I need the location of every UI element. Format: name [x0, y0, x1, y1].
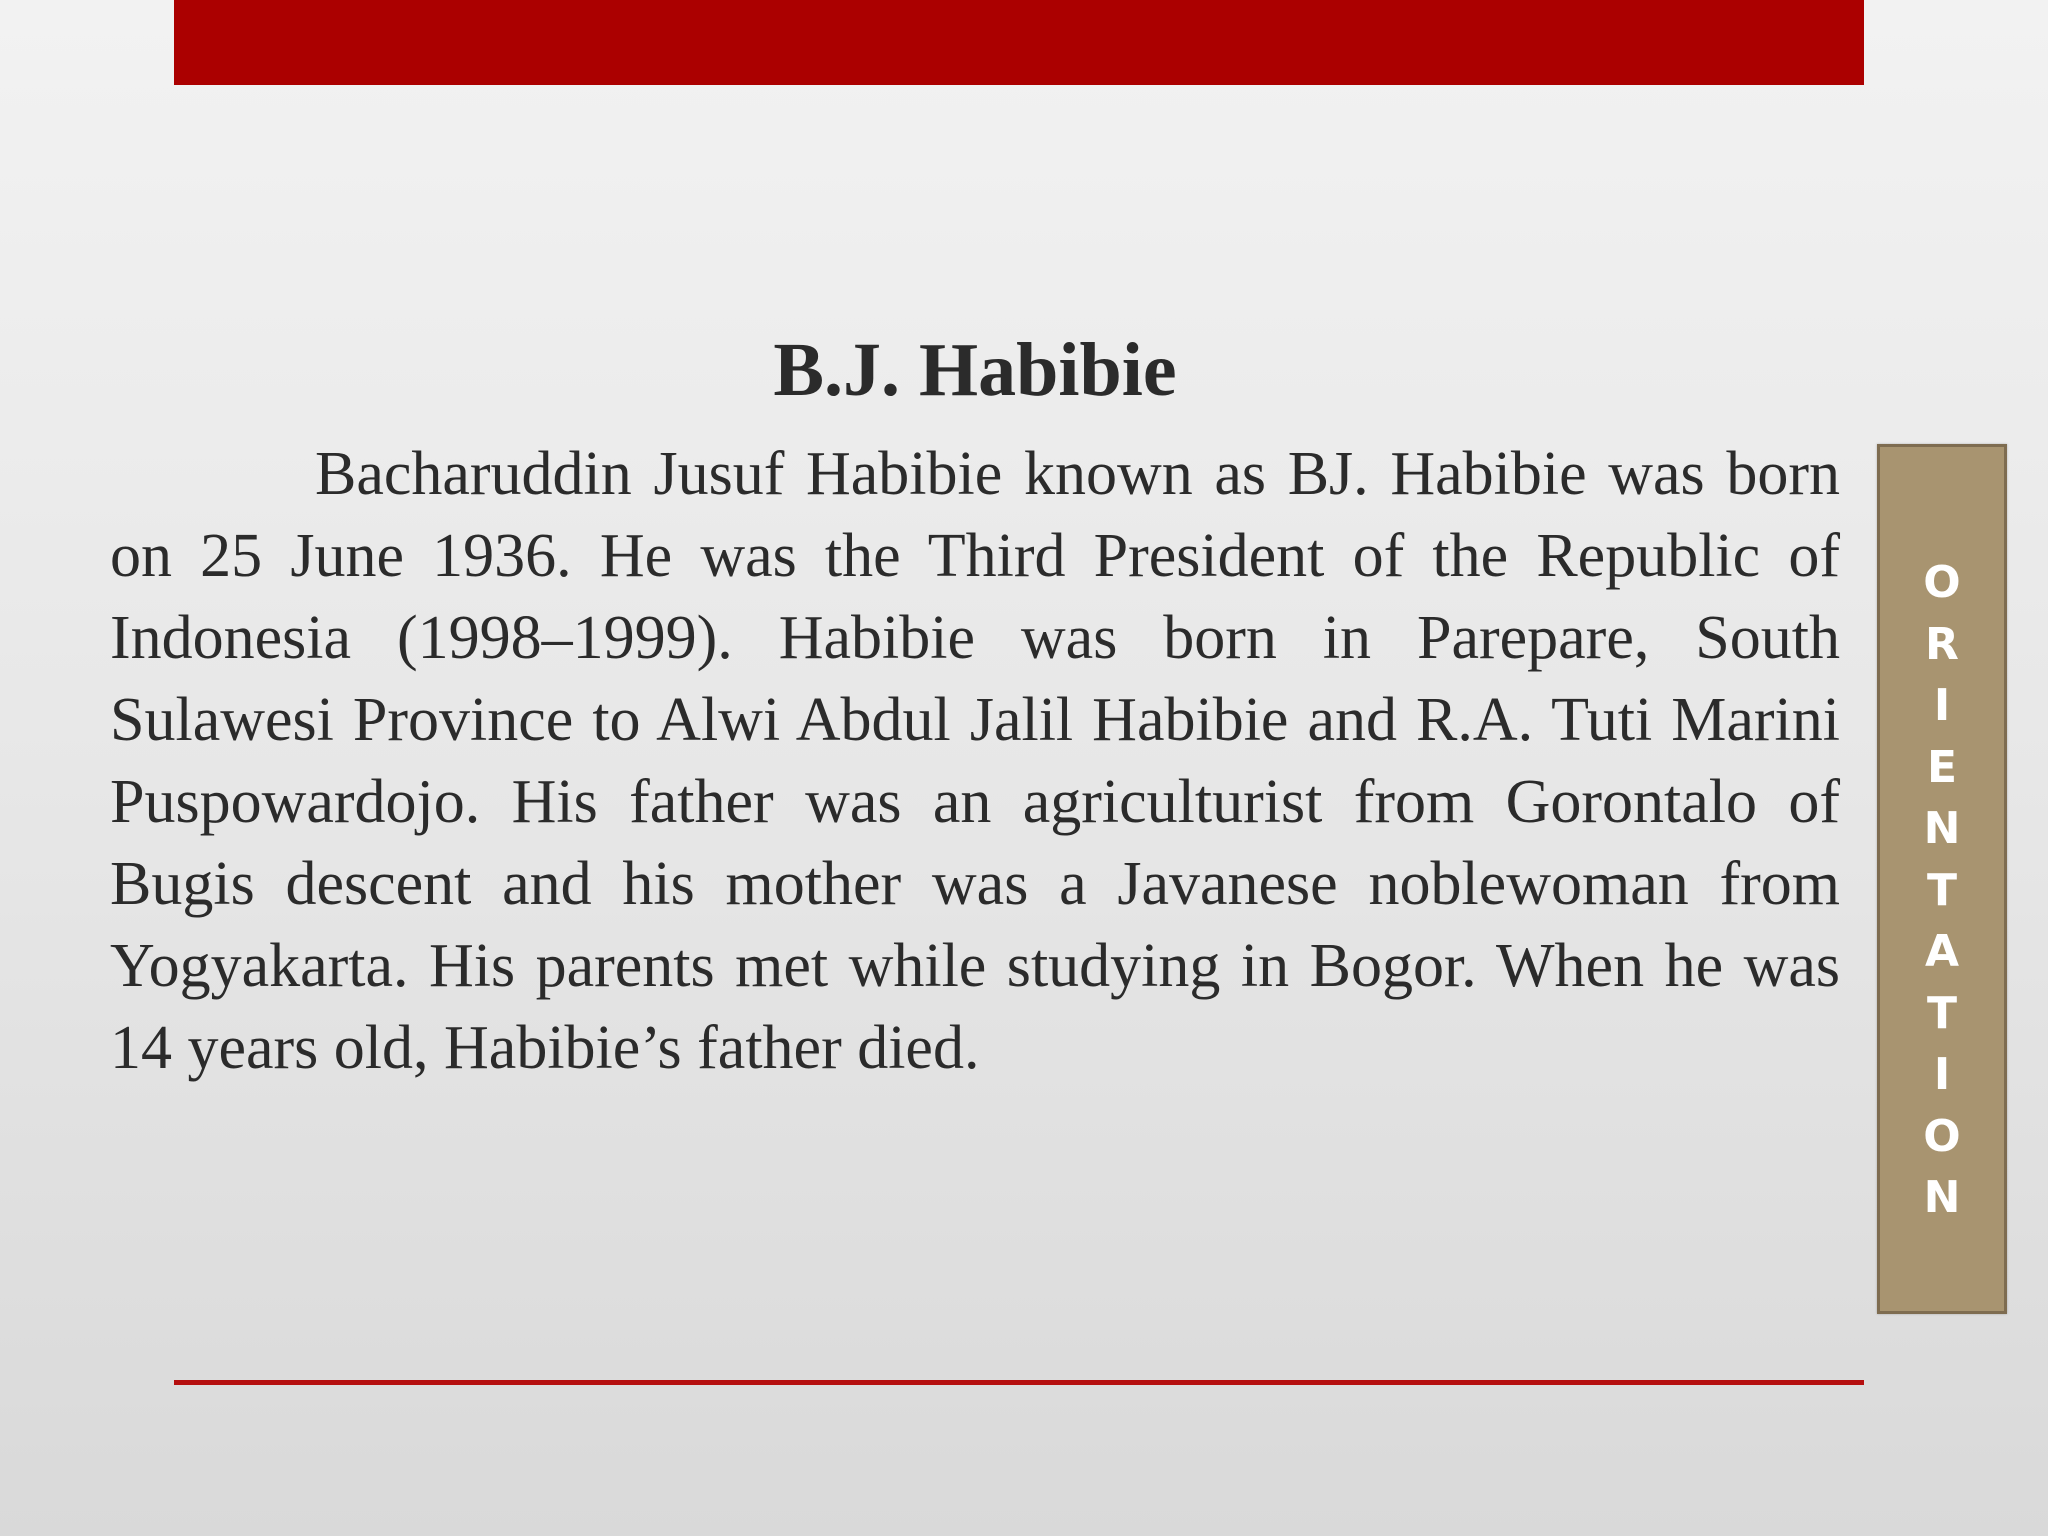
orientation-label [1880, 552, 2004, 1229]
slide-body-text: Bacharuddin Jusuf Habibie known as BJ. Habibie was born on 25 June 1936. He was the Third President of the Republic of Indonesia (1998–1999). Habibie was born in Parepare, South Sulawesi Province to Alwi Abdul Jalil Habibie and R.A. Tuti Marini Puspowardojo. His father was an agriculturist from Gorontalo of Bugis descent and his mother was a Javanese noblewoman from Yogyakarta. His parents met while studying in Bogor. When he was 14 years old, Habibie’s father died. [110, 440, 1840, 1082]
top-accent-bar [174, 0, 1864, 85]
orientation-side-tab [1877, 444, 2007, 1314]
side-label-letter: O [1923, 1110, 1961, 1162]
slide-title: B.J. Habibie [773, 328, 1177, 412]
side-label-letter: O [1923, 557, 1961, 608]
side-label-letter: T [1926, 864, 1957, 916]
side-label-letter: I [1933, 1049, 1951, 1100]
side-label-letter: N [1923, 803, 1961, 854]
side-label-letter: E [1926, 741, 1958, 793]
side-label-letter: I [1933, 680, 1951, 731]
side-label-letter: T [1926, 987, 1957, 1039]
side-label-letter: R [1925, 618, 1959, 670]
bottom-divider-line [174, 1380, 1864, 1385]
side-label-letter: N [1923, 1172, 1961, 1223]
side-label-letter: A [1924, 926, 1960, 977]
